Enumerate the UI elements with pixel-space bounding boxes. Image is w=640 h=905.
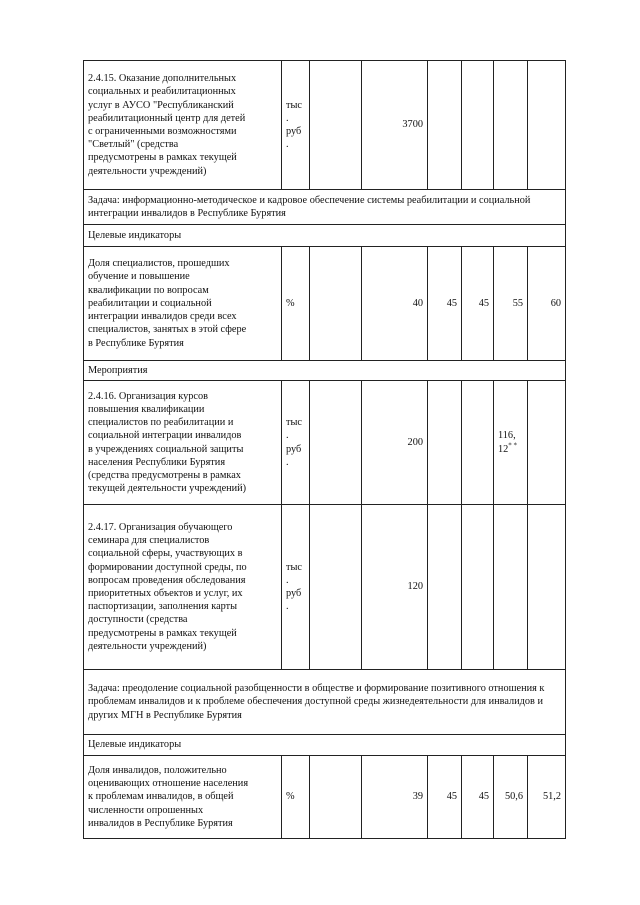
task-heading: Задача: преодоление социальной разобщенности в обществе и формирование позитивного отношения к проблемам инвалидов и к проблеме обеспечения доступной среды жизнедеятельности для инвалидов и других МГН в Республике Бурятия [84,670,566,735]
value-cell [462,505,494,670]
value-cell [494,61,528,190]
unit-cell: % [282,756,310,839]
value-cell [494,381,528,505]
value-cell: 50,6 [494,756,528,839]
value-text: 116, 12 [498,430,516,455]
value-cell [310,505,362,670]
section-heading: Целевые индикаторы [84,225,566,247]
value-cell [310,247,362,361]
unit-cell: % [282,247,310,361]
indicator-name: Доля инвалидов, положительно оценивающих отношение населения к проблемам инвалидов, в общей численности опрошенных инвалидов в Республике Бурятия [84,756,282,839]
program-table [83,60,566,839]
table-row [84,670,566,735]
table-row [84,247,566,361]
value-cell [310,381,362,505]
value-cell [528,505,566,670]
value-cell [462,61,494,190]
unit-cell: тыс . руб . [282,61,310,190]
table-row [84,381,566,505]
table-row [84,505,566,670]
value-cell: 200 [362,381,428,505]
table-row [84,756,566,839]
value-cell [462,381,494,505]
value-cell: 55 [494,247,528,361]
value-cell: 3700 [362,61,428,190]
value-cell: 45 [462,756,494,839]
table-row [84,735,566,756]
unit-cell: тыс . руб . [282,381,310,505]
value-cell: 39 [362,756,428,839]
value-cell [428,381,462,505]
value-cell [528,381,566,505]
table-row [84,61,566,190]
value-cell: 45 [462,247,494,361]
item-name: 2.4.15. Оказание дополнительных социальных и реабилитационных услуг в АУСО "Республиканский реабилитационный центр для детей с ограниченными возможностями "Светлый" (средства предусмотрены в рамках текущей деятельности учреждений) [84,61,282,190]
value-cell: 51,2 [528,756,566,839]
value-cell: 60 [528,247,566,361]
value-cell: 40 [362,247,428,361]
value-cell [428,61,462,190]
table-row [84,190,566,225]
value-cell [528,61,566,190]
value-cell: 120 [362,505,428,670]
value-cell [494,505,528,670]
footnote-mark: * * [508,441,518,450]
item-name: 2.4.17. Организация обучающего семинара для специалистов социальной сферы, участвующих в формировании доступной среды, по вопросам проведения обследования приоритетных объектов и услуг, их паспортизации, заполнения карты доступности (средства предусмотрены в рамках текущей деятельности учреждений) [84,505,282,670]
section-heading: Мероприятия [84,361,566,381]
value-cell [310,756,362,839]
value-cell: 45 [428,756,462,839]
table-row [84,225,566,247]
value-cell [310,61,362,190]
task-heading: Задача: информационно-методическое и кадровое обеспечение системы реабилитации и социальной интеграции инвалидов в Республике Бурятия [84,190,566,225]
section-heading: Целевые индикаторы [84,735,566,756]
value-cell: 45 [428,247,462,361]
indicator-name: Доля специалистов, прошедших обучение и повышение квалификации по вопросам реабилитации и социальной интеграции инвалидов среди всех специалистов, занятых в этой сфере в Республике Бурятия [84,247,282,361]
item-name: 2.4.16. Организация курсов повышения квалификации специалистов по реабилитации и социальной интеграции инвалидов в учреждениях социальной защиты населения Республики Бурятия (средства предусмотрены в рамках текущей деятельности учреждений) [84,381,282,505]
value-cell [428,505,462,670]
table-row [84,361,566,381]
unit-cell: тыс . руб . [282,505,310,670]
